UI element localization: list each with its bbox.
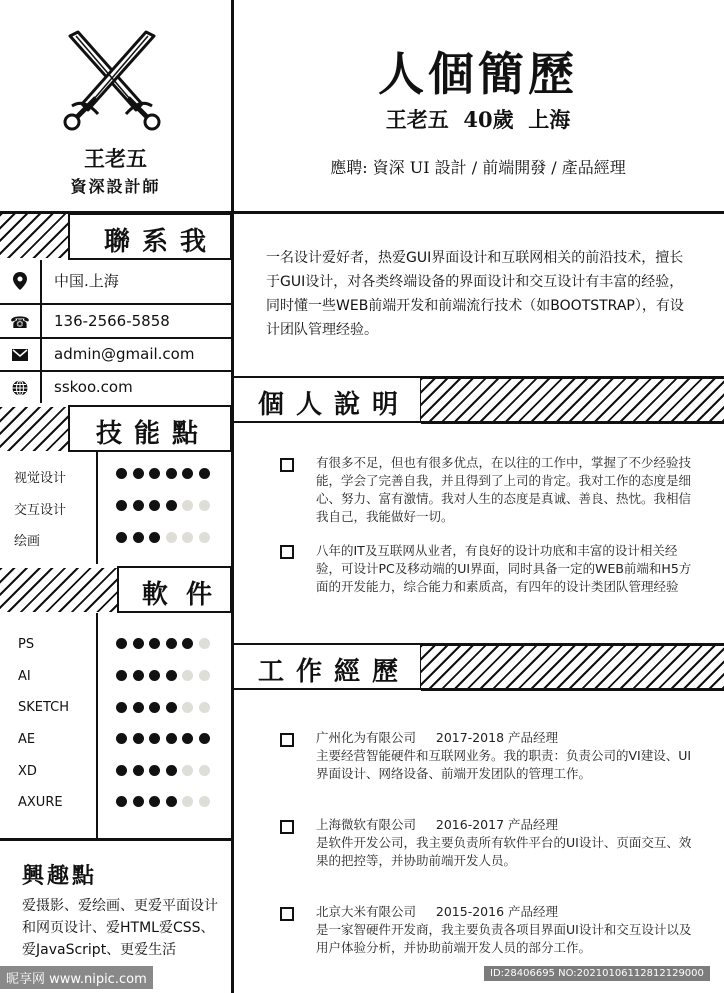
work-position: 产品经理 (508, 817, 559, 832)
rating-dot-filled (116, 532, 127, 543)
watermark-logo: 昵享网 www.nipic.com (0, 966, 153, 989)
contact-phone-text: 136-2566-5858 (54, 312, 170, 330)
globe-icon (10, 380, 30, 398)
software-label: XD (18, 764, 37, 779)
software-rating (116, 733, 210, 744)
personal-item: 有很多不足，但也有很多优点，在以往的工作中，掌握了不少经验技能，学会了完善自我，并且得到了上司的肯定。我对工作的态度是细心、努力、富有激情。我对人生的态度是真诚、善良、热忱。我相信我自己，我能做好一切。 (316, 455, 692, 524)
contact-email-text[interactable]: admin@gmail.com (54, 345, 195, 363)
hatch-decoration (0, 407, 70, 451)
contact-location-text: 中国.上海 (54, 272, 119, 290)
rating-dot-filled (133, 670, 144, 681)
rating-dot-filled (133, 765, 144, 776)
software-rating (116, 638, 210, 649)
work-desc: 是软件开发公司，我主要负责所有软件平台的UI设计、页面交互、效果的把控等，并协助前端开发人员。 (316, 835, 692, 868)
checkbox[interactable] (280, 820, 294, 834)
work-desc: 是一家智硬件开发商，我主要负责各项目界面UI设计和交互设计以及用户体验分析，并协助前端开发人员的部分工作。 (316, 922, 692, 955)
work-item (316, 903, 694, 957)
work-company: 广州化为有限公司 (316, 730, 417, 745)
hobbies-text: 爱摄影、爱绘画、更爱平面设计和网页设计、爱HTML爱CSS、爱JavaScript、更爱生活 (22, 898, 218, 958)
work-period: 2015-2016 (435, 904, 505, 919)
rating-dot-filled (166, 702, 177, 713)
rating-dot-empty (182, 702, 193, 713)
rating-dot-filled (149, 468, 160, 479)
envelope-icon (10, 347, 30, 365)
software-rating (116, 670, 210, 681)
rating-dot-filled (149, 765, 160, 776)
hobbies-divider (0, 838, 232, 841)
location-pin-icon (10, 272, 30, 290)
rating-dot-filled (116, 702, 127, 713)
rating-dot-empty (199, 670, 210, 681)
rating-dot-filled (166, 796, 177, 807)
skill-label: 视觉设计 (14, 471, 67, 486)
work-desc: 主要经营智能硬件和互联网业务。我的职责：负责公司的VI建设、UI界面设计、网络设备、前端开发团队的管理工作。 (316, 748, 692, 781)
rating-dot-filled (149, 638, 160, 649)
rating-dot-filled (133, 638, 144, 649)
checkbox[interactable] (280, 545, 294, 559)
hobbies-title: 興趣點 (22, 863, 98, 889)
rating-dot-filled (116, 733, 127, 744)
work-item-heading (316, 816, 694, 834)
rating-dot-empty (199, 796, 210, 807)
contact-website-text[interactable]: sskoo.com (54, 378, 133, 396)
rating-dot-filled (199, 468, 210, 479)
contact-location (0, 264, 232, 297)
skill-rating (116, 532, 210, 543)
work-item (316, 729, 694, 783)
rating-dot-filled (166, 765, 177, 776)
rating-dot-empty (199, 500, 210, 511)
work-item-heading (316, 903, 694, 921)
skill-label: 绘画 (14, 534, 41, 549)
software-label: AE (18, 732, 36, 747)
software-rating (116, 702, 210, 713)
rating-dot-filled (133, 733, 144, 744)
rating-dot-filled (116, 796, 127, 807)
section-divider (421, 643, 724, 646)
rating-dot-filled (166, 500, 177, 511)
contact-phone (0, 306, 232, 339)
skills-title: 技能點 (96, 419, 211, 449)
software-title: 軟件 (142, 580, 231, 610)
rating-dot-empty (182, 670, 193, 681)
rating-dot-filled (166, 638, 177, 649)
work-period: 2016-2017 (435, 817, 505, 832)
rating-dot-filled (116, 765, 127, 776)
software-label: AXURE (18, 795, 63, 810)
profile-name: 王老五 (84, 146, 147, 171)
rating-dot-filled (199, 733, 210, 744)
column-divider (231, 0, 234, 993)
crossed-swords-icon (56, 28, 168, 138)
software-rating (116, 765, 210, 776)
watermark-id: ID:28406695 NO:20210106112812129000 (484, 966, 710, 981)
rating-dot-empty (182, 796, 193, 807)
rating-dot-filled (149, 796, 160, 807)
intro-text: 一名设计爱好者，热爱GUI界面设计和互联网相关的前沿技术，擅长于GUI设计，对各类终端设备的界面设计和交互设计有丰富的经验，同时懂一些WEB前端开发和前端流行技术（如BOOTSTRAP），有设计团队管理经验。 (266, 250, 684, 338)
section-divider (421, 421, 724, 424)
rating-dot-empty (199, 765, 210, 776)
skill-label: 交互设计 (14, 503, 67, 518)
rating-dot-filled (182, 468, 193, 479)
hatch-decoration (421, 645, 724, 688)
checkbox[interactable] (280, 907, 294, 921)
phone-icon: ☎ (10, 313, 30, 332)
skill-rating (116, 468, 210, 479)
rating-dot-filled (149, 733, 160, 744)
rating-dot-filled (149, 532, 160, 543)
work-position: 产品经理 (508, 730, 559, 745)
rating-dot-filled (166, 733, 177, 744)
personal-title: 個人說明 (258, 390, 411, 420)
rating-dot-filled (133, 500, 144, 511)
rating-dot-filled (133, 796, 144, 807)
contact-website (0, 372, 232, 405)
rating-dot-filled (133, 532, 144, 543)
contact-icon-divider (40, 260, 42, 403)
software-rating (116, 796, 210, 807)
work-item-heading (316, 729, 694, 747)
section-divider (421, 688, 724, 691)
software-label: AI (18, 669, 31, 684)
rating-dot-filled (149, 500, 160, 511)
rating-dot-empty (182, 765, 193, 776)
rating-dot-filled (166, 468, 177, 479)
rating-dot-empty (166, 532, 177, 543)
work-title: 工作經歷 (258, 657, 411, 687)
software-label: SKETCH (18, 700, 70, 715)
rating-dot-filled (116, 500, 127, 511)
work-period: 2017-2018 (435, 730, 505, 745)
rating-dot-empty (199, 702, 210, 713)
skills-divider (96, 452, 98, 564)
rating-dot-filled (116, 670, 127, 681)
rating-dot-empty (199, 532, 210, 543)
profile-role: 資深設計師 (70, 177, 161, 196)
rating-dot-filled (133, 702, 144, 713)
work-item (316, 816, 694, 870)
skill-rating (116, 500, 210, 511)
apply-positions: 應聘: 資深 UI 設計 / 前端開發 / 產品經理 (330, 158, 626, 177)
software-divider (96, 613, 98, 839)
contact-title: 聯系我 (104, 227, 219, 257)
software-label: PS (18, 637, 35, 652)
hatch-decoration (0, 568, 118, 612)
work-position: 产品经理 (508, 904, 559, 919)
rating-dot-filled (182, 638, 193, 649)
rating-dot-filled (116, 638, 127, 649)
rating-dot-empty (182, 500, 193, 511)
hatch-decoration (421, 378, 724, 421)
checkbox[interactable] (280, 458, 294, 472)
work-company: 上海微软有限公司 (316, 817, 417, 832)
rating-dot-filled (149, 670, 160, 681)
work-company: 北京大米有限公司 (316, 904, 417, 919)
rating-dot-filled (149, 702, 160, 713)
rating-dot-filled (133, 468, 144, 479)
contact-email (0, 339, 232, 372)
rating-dot-filled (182, 733, 193, 744)
rating-dot-empty (182, 532, 193, 543)
personal-item: 八年的IT及互联网从业者，有良好的设计功底和丰富的设计相关经验，可设计PC及移动端的UI界面，同时具备一定的WEB前端和H5方面的开发能力，综合能力和素质高，有四年的设计类团队管理经验 (316, 543, 692, 594)
rating-dot-filled (166, 670, 177, 681)
hatch-decoration (0, 214, 70, 258)
section-divider (421, 376, 724, 379)
resume-title: 人個簡歷 (378, 47, 578, 101)
resume-subtitle: 王老五 40歲 上海 (385, 107, 571, 132)
checkbox[interactable] (280, 733, 294, 747)
rating-dot-empty (199, 638, 210, 649)
rating-dot-filled (116, 468, 127, 479)
row-divider (0, 303, 232, 305)
